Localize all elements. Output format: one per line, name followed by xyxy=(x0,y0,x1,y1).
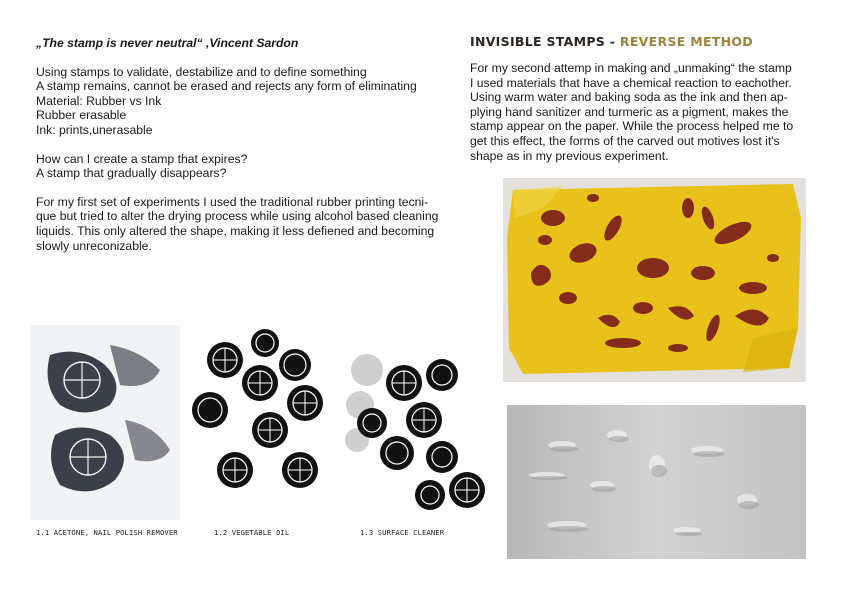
text-line: que but tried to alter the drying process while using alcohol based cleaning xyxy=(36,209,439,224)
text-line: I used materials that have a chemical reaction to eachother. xyxy=(470,75,792,90)
text-line: A stamp remains, cannot be erased and rejects any form of eliminating xyxy=(36,79,417,94)
intro-paragraph xyxy=(36,65,446,138)
caption-vegetable-oil: 1.2 VEGETABLE OIL xyxy=(214,528,290,537)
title-accent: REVERSE METHOD xyxy=(619,34,753,49)
method-column xyxy=(470,34,810,163)
surface-cleaner-stamp-image xyxy=(342,325,494,520)
caption-surface-cleaner: 1.3 SURFACE CLEANER xyxy=(360,528,445,537)
text-line: Material: Rubber vs Ink xyxy=(36,93,162,108)
text-line: Rubber erasable xyxy=(36,108,127,123)
text-line: plying hand sanitizer and turmeric as a pigment, makes the xyxy=(470,104,789,119)
text-line: shape as in my previous experiment. xyxy=(470,148,669,163)
text-line: A stamp that gradually disappears? xyxy=(36,166,227,181)
turmeric-stamp-photo xyxy=(503,178,806,382)
method-paragraph xyxy=(470,61,810,163)
intro-column xyxy=(36,36,446,267)
experiment-paragraph xyxy=(36,195,446,253)
text-line: For my first set of experiments I used the traditional rubber printing tecni- xyxy=(36,194,429,209)
vegetable-oil-stamp-image xyxy=(190,325,340,520)
text-line: Ink: prints,unerasable xyxy=(36,122,153,137)
caption-acetone: 1.1 ACETONE, NAIL POLISH REMOVER xyxy=(36,528,178,537)
text-line: liquids. This only altered the shape, making it less defiened and becoming xyxy=(36,223,435,238)
quote: „The stamp is never neutral“ ,Vincent Sardon xyxy=(36,36,299,50)
text-line: Using stamps to validate, destabilize and to define something xyxy=(36,64,367,79)
relief-stamp-photo xyxy=(507,405,806,559)
text-line: slowly unreconizable. xyxy=(36,238,152,253)
text-line: Using warm water and baking soda as the ink and then ap- xyxy=(470,90,788,105)
section-title xyxy=(470,34,810,49)
acetone-stamp-image xyxy=(30,325,180,520)
text-line: For my second attemp in making and „unmaking“ the stamp xyxy=(470,61,792,75)
text-line: get this effect, the forms of the carved out motives lost it's xyxy=(470,133,780,148)
question-paragraph xyxy=(36,152,446,181)
text-line: How can I create a stamp that expires? xyxy=(36,151,248,166)
title-main: INVISIBLE STAMPS - xyxy=(470,34,620,49)
text-line: stamp appear on the paper. While the process helped me to xyxy=(470,119,794,134)
